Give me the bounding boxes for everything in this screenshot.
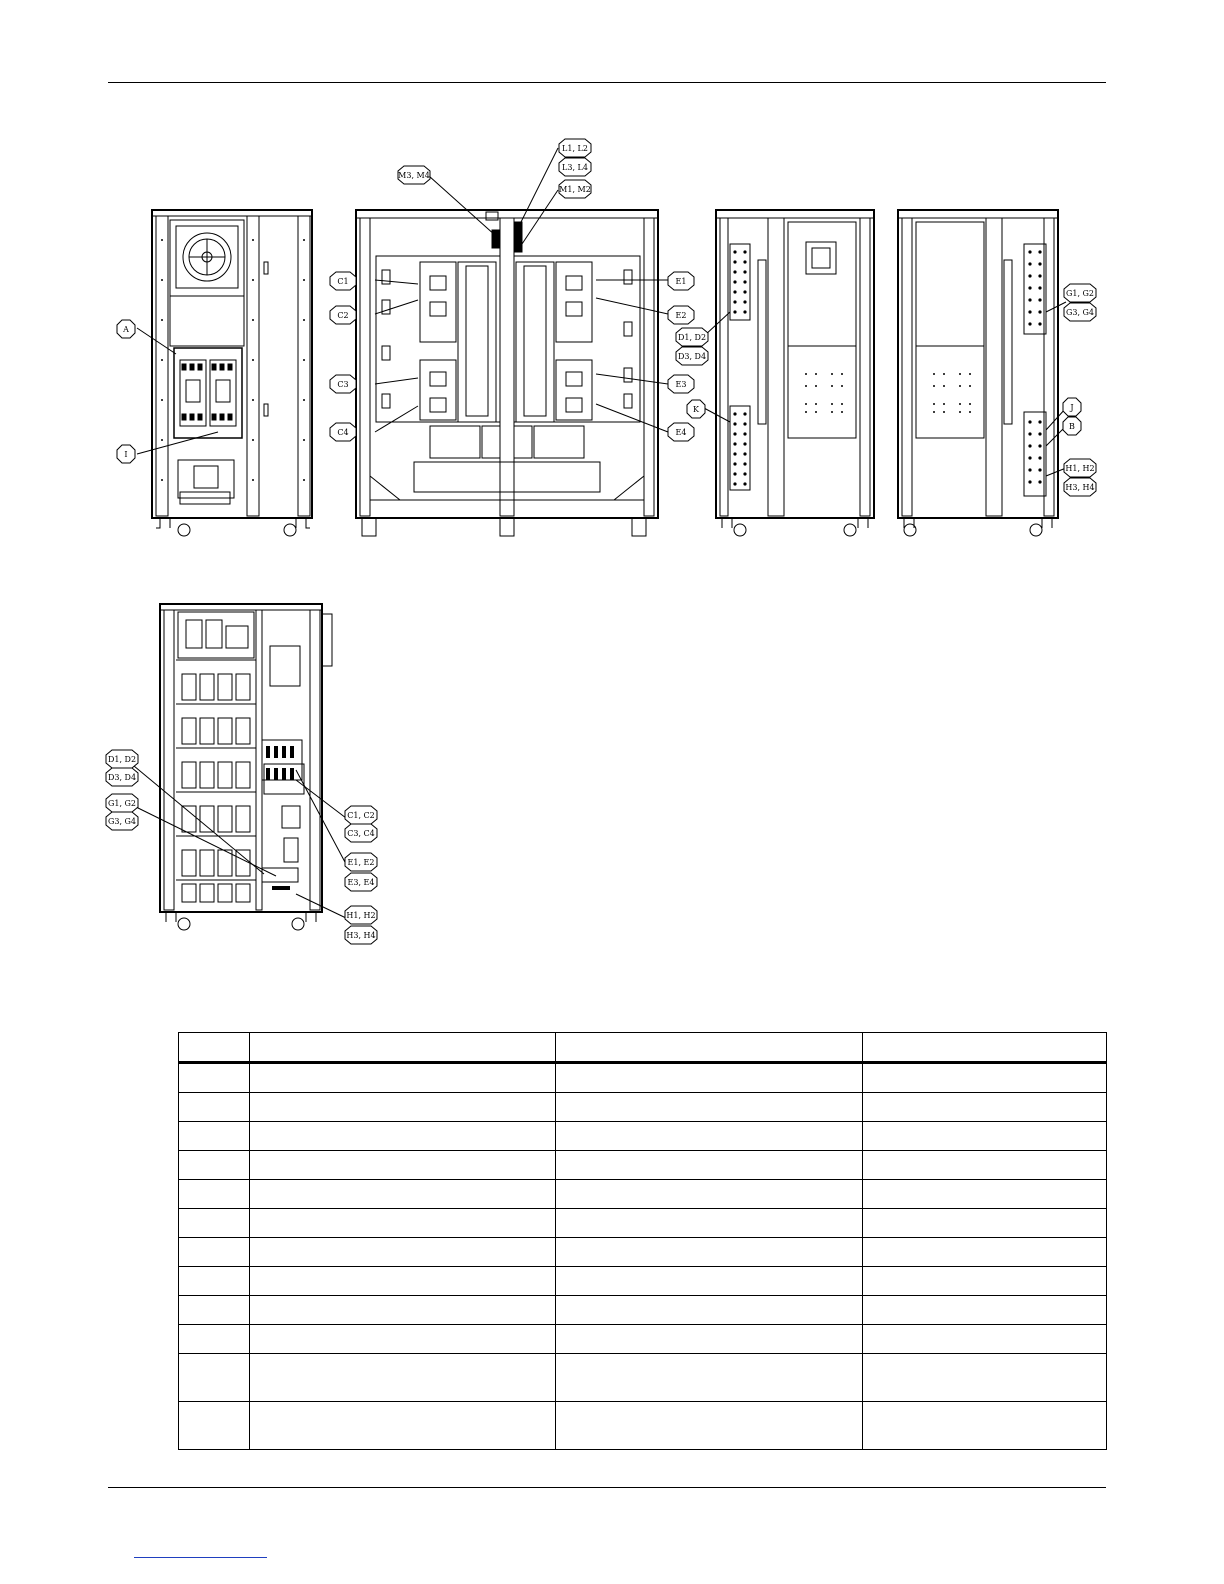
table-row: [179, 1238, 1107, 1267]
svg-text:G1, G2: G1, G2: [1065, 289, 1095, 298]
callout-L3-L4: [559, 158, 591, 176]
svg-text:G1, G2: G1, G2: [107, 799, 137, 808]
table-row: [179, 1063, 1107, 1093]
svg-text:I: I: [124, 450, 128, 459]
callout-G3-G4-rear: [1064, 303, 1096, 321]
svg-text:L3, L4: L3, L4: [562, 163, 588, 172]
callout-D3-D4-battery: [106, 768, 138, 786]
rear-view: [898, 210, 1066, 536]
svg-text:J: J: [1070, 403, 1074, 412]
table-row: [179, 1296, 1107, 1325]
svg-text:L1, L2: L1, L2: [562, 144, 588, 153]
callout-K: [687, 400, 705, 418]
callout-E2: [668, 306, 694, 324]
svg-text:C1: C1: [337, 277, 349, 286]
callout-C1-C2-battery: [345, 806, 377, 824]
table-row: [179, 1325, 1107, 1354]
svg-text:E4: E4: [675, 428, 687, 437]
svg-text:B: B: [1069, 422, 1075, 431]
svg-text:M1, M2: M1, M2: [559, 185, 591, 194]
callout-G1-G2-battery: [106, 794, 138, 812]
battery-view: [134, 604, 346, 930]
table-header-cell: [863, 1033, 1107, 1063]
svg-text:A: A: [123, 325, 129, 334]
table-row: [179, 1402, 1107, 1450]
callout-H3-H4-battery: [345, 926, 377, 944]
svg-text:D1, D2: D1, D2: [107, 755, 137, 764]
svg-text:E1, E2: E1, E2: [347, 858, 375, 867]
table-header-cell: [556, 1033, 863, 1063]
callout-A: [117, 320, 135, 338]
callout-E3: [668, 375, 694, 393]
callout-labels: [106, 139, 1096, 944]
callout-M3-M4: [398, 166, 430, 184]
callout-D1-D2-battery: [106, 750, 138, 768]
footer-link-underline[interactable]: [134, 1557, 267, 1558]
svg-text:E1: E1: [675, 277, 687, 286]
table-row: [179, 1151, 1107, 1180]
battery-row: [182, 674, 250, 902]
table-header-cell: [250, 1033, 556, 1063]
svg-text:E2: E2: [675, 311, 687, 320]
table-row: [179, 1122, 1107, 1151]
svg-text:G3, G4: G3, G4: [107, 817, 137, 826]
footer-rule: [108, 1487, 1106, 1488]
svg-text:M3, M4: M3, M4: [398, 171, 430, 180]
svg-text:C2: C2: [337, 311, 349, 320]
table-row: [179, 1209, 1107, 1238]
breaker-pair: [180, 360, 236, 426]
callout-H1-H2-battery: [345, 906, 377, 924]
callout-M1-M2: [559, 180, 591, 198]
callout-C2: [330, 306, 356, 324]
svg-text:C1, C2: C1, C2: [347, 811, 375, 820]
callout-E1: [668, 272, 694, 290]
callout-C3: [330, 375, 356, 393]
breaker-block: [420, 262, 592, 422]
table-row: [179, 1180, 1107, 1209]
svg-text:H3, H4: H3, H4: [346, 931, 376, 940]
svg-text:G3, G4: G3, G4: [1065, 308, 1095, 317]
svg-text:H1, H2: H1, H2: [346, 911, 376, 920]
callout-E3-E4-battery: [345, 873, 377, 891]
callout-C4: [330, 423, 356, 441]
open-front-view: [356, 148, 668, 536]
callout-L1-L2: [559, 139, 591, 157]
table-header-cell: [179, 1033, 250, 1063]
callout-G3-G4-battery: [106, 812, 138, 830]
callout-I: [117, 445, 135, 463]
callout-H1-H2-rear: [1064, 459, 1096, 477]
svg-text:H3, H4: H3, H4: [1065, 483, 1095, 492]
svg-text:E3, E4: E3, E4: [347, 878, 375, 887]
svg-text:D1, D2: D1, D2: [677, 333, 707, 342]
svg-text:H1, H2: H1, H2: [1065, 464, 1095, 473]
callout-H3-H4-rear: [1064, 478, 1096, 496]
svg-text:K: K: [693, 405, 699, 414]
side-view: [704, 210, 874, 568]
svg-text:E3: E3: [675, 380, 687, 389]
table-row: [179, 1267, 1107, 1296]
svg-text:D3, D4: D3, D4: [107, 773, 137, 782]
svg-text:D3, D4: D3, D4: [677, 352, 707, 361]
callout-E4: [668, 423, 694, 441]
callout-C3-C4-battery: [345, 824, 377, 842]
table-header-row: [179, 1033, 1107, 1063]
svg-text:C3, C4: C3, C4: [347, 829, 375, 838]
callout-D3-D4-side: [676, 347, 708, 365]
svg-text:C4: C4: [337, 428, 349, 437]
callout-B: [1063, 417, 1081, 435]
front-view: [137, 210, 312, 536]
svg-text:C3: C3: [337, 380, 349, 389]
callout-C1: [330, 272, 356, 290]
table-row: [179, 1093, 1107, 1122]
callout-J: [1063, 398, 1081, 416]
callout-G1-G2-rear: [1064, 284, 1096, 302]
fan-icon: [176, 226, 238, 288]
connection-table: [178, 1032, 1107, 1450]
table-row: [179, 1354, 1107, 1402]
callout-D1-D2-side: [676, 328, 708, 346]
callout-E1-E2-battery: [345, 853, 377, 871]
